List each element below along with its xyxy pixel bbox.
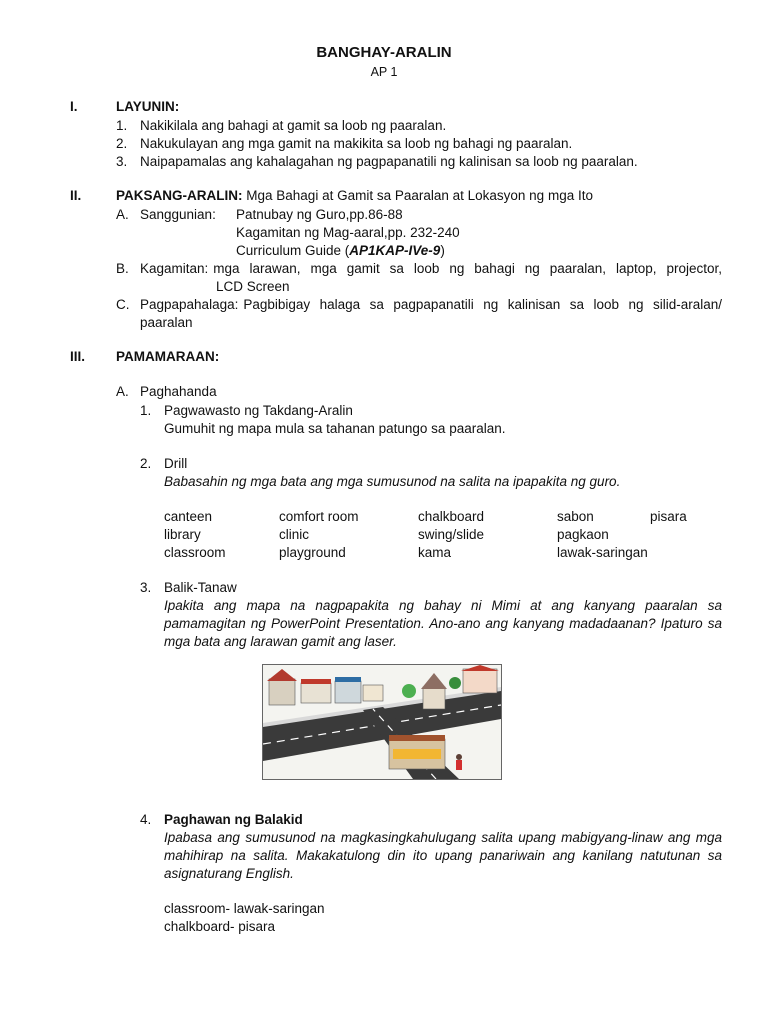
clinic-roof-icon [301, 679, 331, 684]
market-goods-icon [393, 749, 441, 759]
synonym-pair: classroom- lawak-saringan [164, 901, 325, 916]
tree-icon [449, 677, 461, 689]
drill-word: comfort room [279, 509, 359, 524]
step-title: Pagwawasto ng Takdang-Aralin [164, 403, 353, 418]
objective-number: 1. [116, 118, 128, 133]
market-roof-icon [389, 735, 445, 741]
values-line [140, 296, 722, 314]
person-head-icon [456, 754, 462, 760]
step-text: Ipabasa ang sumusunod na magkasingkahulugang salita upang mabigyang-linaw ang mga mahihirap na salita. Makakatulong din ito upang panariwain ang kanilang natutunan sa asignaturang English. [164, 830, 722, 881]
step-number: 1. [140, 403, 152, 418]
section-2-topic: Mga Bahagi at Gamit sa Paaralan at Lokasyon ng mga Ito [246, 188, 593, 203]
objective-number: 2. [116, 136, 128, 151]
drill-word: library [164, 527, 201, 542]
item-letter: C. [116, 297, 130, 312]
store-roof-icon [335, 677, 361, 682]
drill-word: canteen [164, 509, 213, 524]
step-number: 4. [140, 812, 152, 827]
drill-word: playground [279, 545, 346, 560]
drill-word: sabon [557, 509, 594, 524]
drill-word: clinic [279, 527, 310, 542]
item-letter: B. [116, 261, 129, 276]
church-icon [423, 687, 445, 709]
drill-word: pagkaon [557, 527, 609, 542]
section-1-heading: LAYUNIN: [116, 99, 180, 114]
shop-icon [363, 685, 383, 701]
step-text: Ipakita ang mapa na nagpapakita ng bahay ni Mimi at ang kanyang paaralan sa pamamagitan ng PowerPoint Presentation. Ano-ano ang kanyang madadaanan? Ipaturo sa mga bata ang larawan gamit ang laser. [164, 598, 722, 649]
map-illustration [262, 664, 502, 780]
school-icon [463, 669, 497, 693]
reference-cg-close: ) [440, 243, 445, 258]
drill-word: classroom [164, 545, 226, 560]
drill-word: kama [418, 545, 452, 560]
materials-text: mga larawan, mga gamit sa loob ng bahagi ng paaralan, laptop, projector, [213, 261, 722, 276]
drill-word: lawak-saringan [557, 545, 648, 560]
drill-word: chalkboard [418, 509, 485, 524]
synonym-pair: chalkboard- pisara [164, 919, 276, 934]
tree-icon [402, 684, 416, 698]
section-2-number: II. [70, 188, 82, 203]
clinic-icon [301, 683, 331, 703]
values-text-2: paaralan [140, 315, 193, 330]
section-3-heading: PAMAMARAAN: [116, 349, 220, 364]
page-title: BANGHAY-ARALIN [316, 44, 452, 61]
step-title: Drill [164, 456, 188, 471]
preparation-label: Paghahanda [140, 384, 217, 399]
objective-text: Nakukulayan ang mga gamit na makikita sa loob ng bahagi ng paaralan. [140, 136, 573, 151]
values-label: Pagpapahalaga: [140, 297, 239, 312]
drill-word: pisara [650, 509, 687, 524]
item-letter: A. [116, 384, 129, 399]
section-3-number: III. [70, 349, 86, 364]
references-label: Sanggunian: [140, 207, 216, 222]
values-text: Pagbibigay halaga sa pagpapanatili ng kalinisan sa loob ng silid-aralan/ [243, 297, 722, 312]
map-drawing [263, 665, 501, 779]
page-subtitle: AP 1 [370, 65, 398, 79]
reference-text: Kagamitan ng Mag-aaral,pp. 232-240 [236, 225, 460, 240]
step-number: 2. [140, 456, 152, 471]
step-title: Paghawan ng Balakid [164, 812, 303, 827]
section-2-heading [116, 187, 593, 205]
objective-text: Naipapamalas ang kahalagahan ng pagpapanatili ng kalinisan sa loob ng paaralan. [140, 154, 638, 169]
objective-text: Nakikilala ang bahagi at gamit sa loob ng paaralan. [140, 118, 447, 133]
step-text: Babasahin ng mga bata ang mga sumusunod na salita na ipapakita ng guro. [164, 474, 621, 489]
section-2-label: PAKSANG-ARALIN: [116, 188, 243, 203]
item-letter: A. [116, 207, 129, 222]
materials-line [140, 260, 722, 278]
reference-text [236, 242, 445, 260]
drill-word: swing/slide [418, 527, 485, 542]
objective-number: 3. [116, 154, 128, 169]
section-1-number: I. [70, 99, 78, 114]
step-number: 3. [140, 580, 152, 595]
materials-label: Kagamitan: [140, 261, 209, 276]
person-body-icon [456, 760, 462, 770]
materials-text-2: LCD Screen [216, 279, 290, 294]
reference-cg-text: Curriculum Guide ( [236, 243, 350, 258]
reference-cg-code: AP1KAP-IVe-9 [349, 243, 441, 258]
reference-text: Patnubay ng Guro,pp.86-88 [236, 207, 403, 222]
house-icon [269, 679, 295, 705]
store-icon [335, 681, 361, 703]
step-title: Balik-Tanaw [164, 580, 237, 595]
step-text: Gumuhit ng mapa mula sa tahanan patungo sa paaralan. [164, 421, 506, 436]
